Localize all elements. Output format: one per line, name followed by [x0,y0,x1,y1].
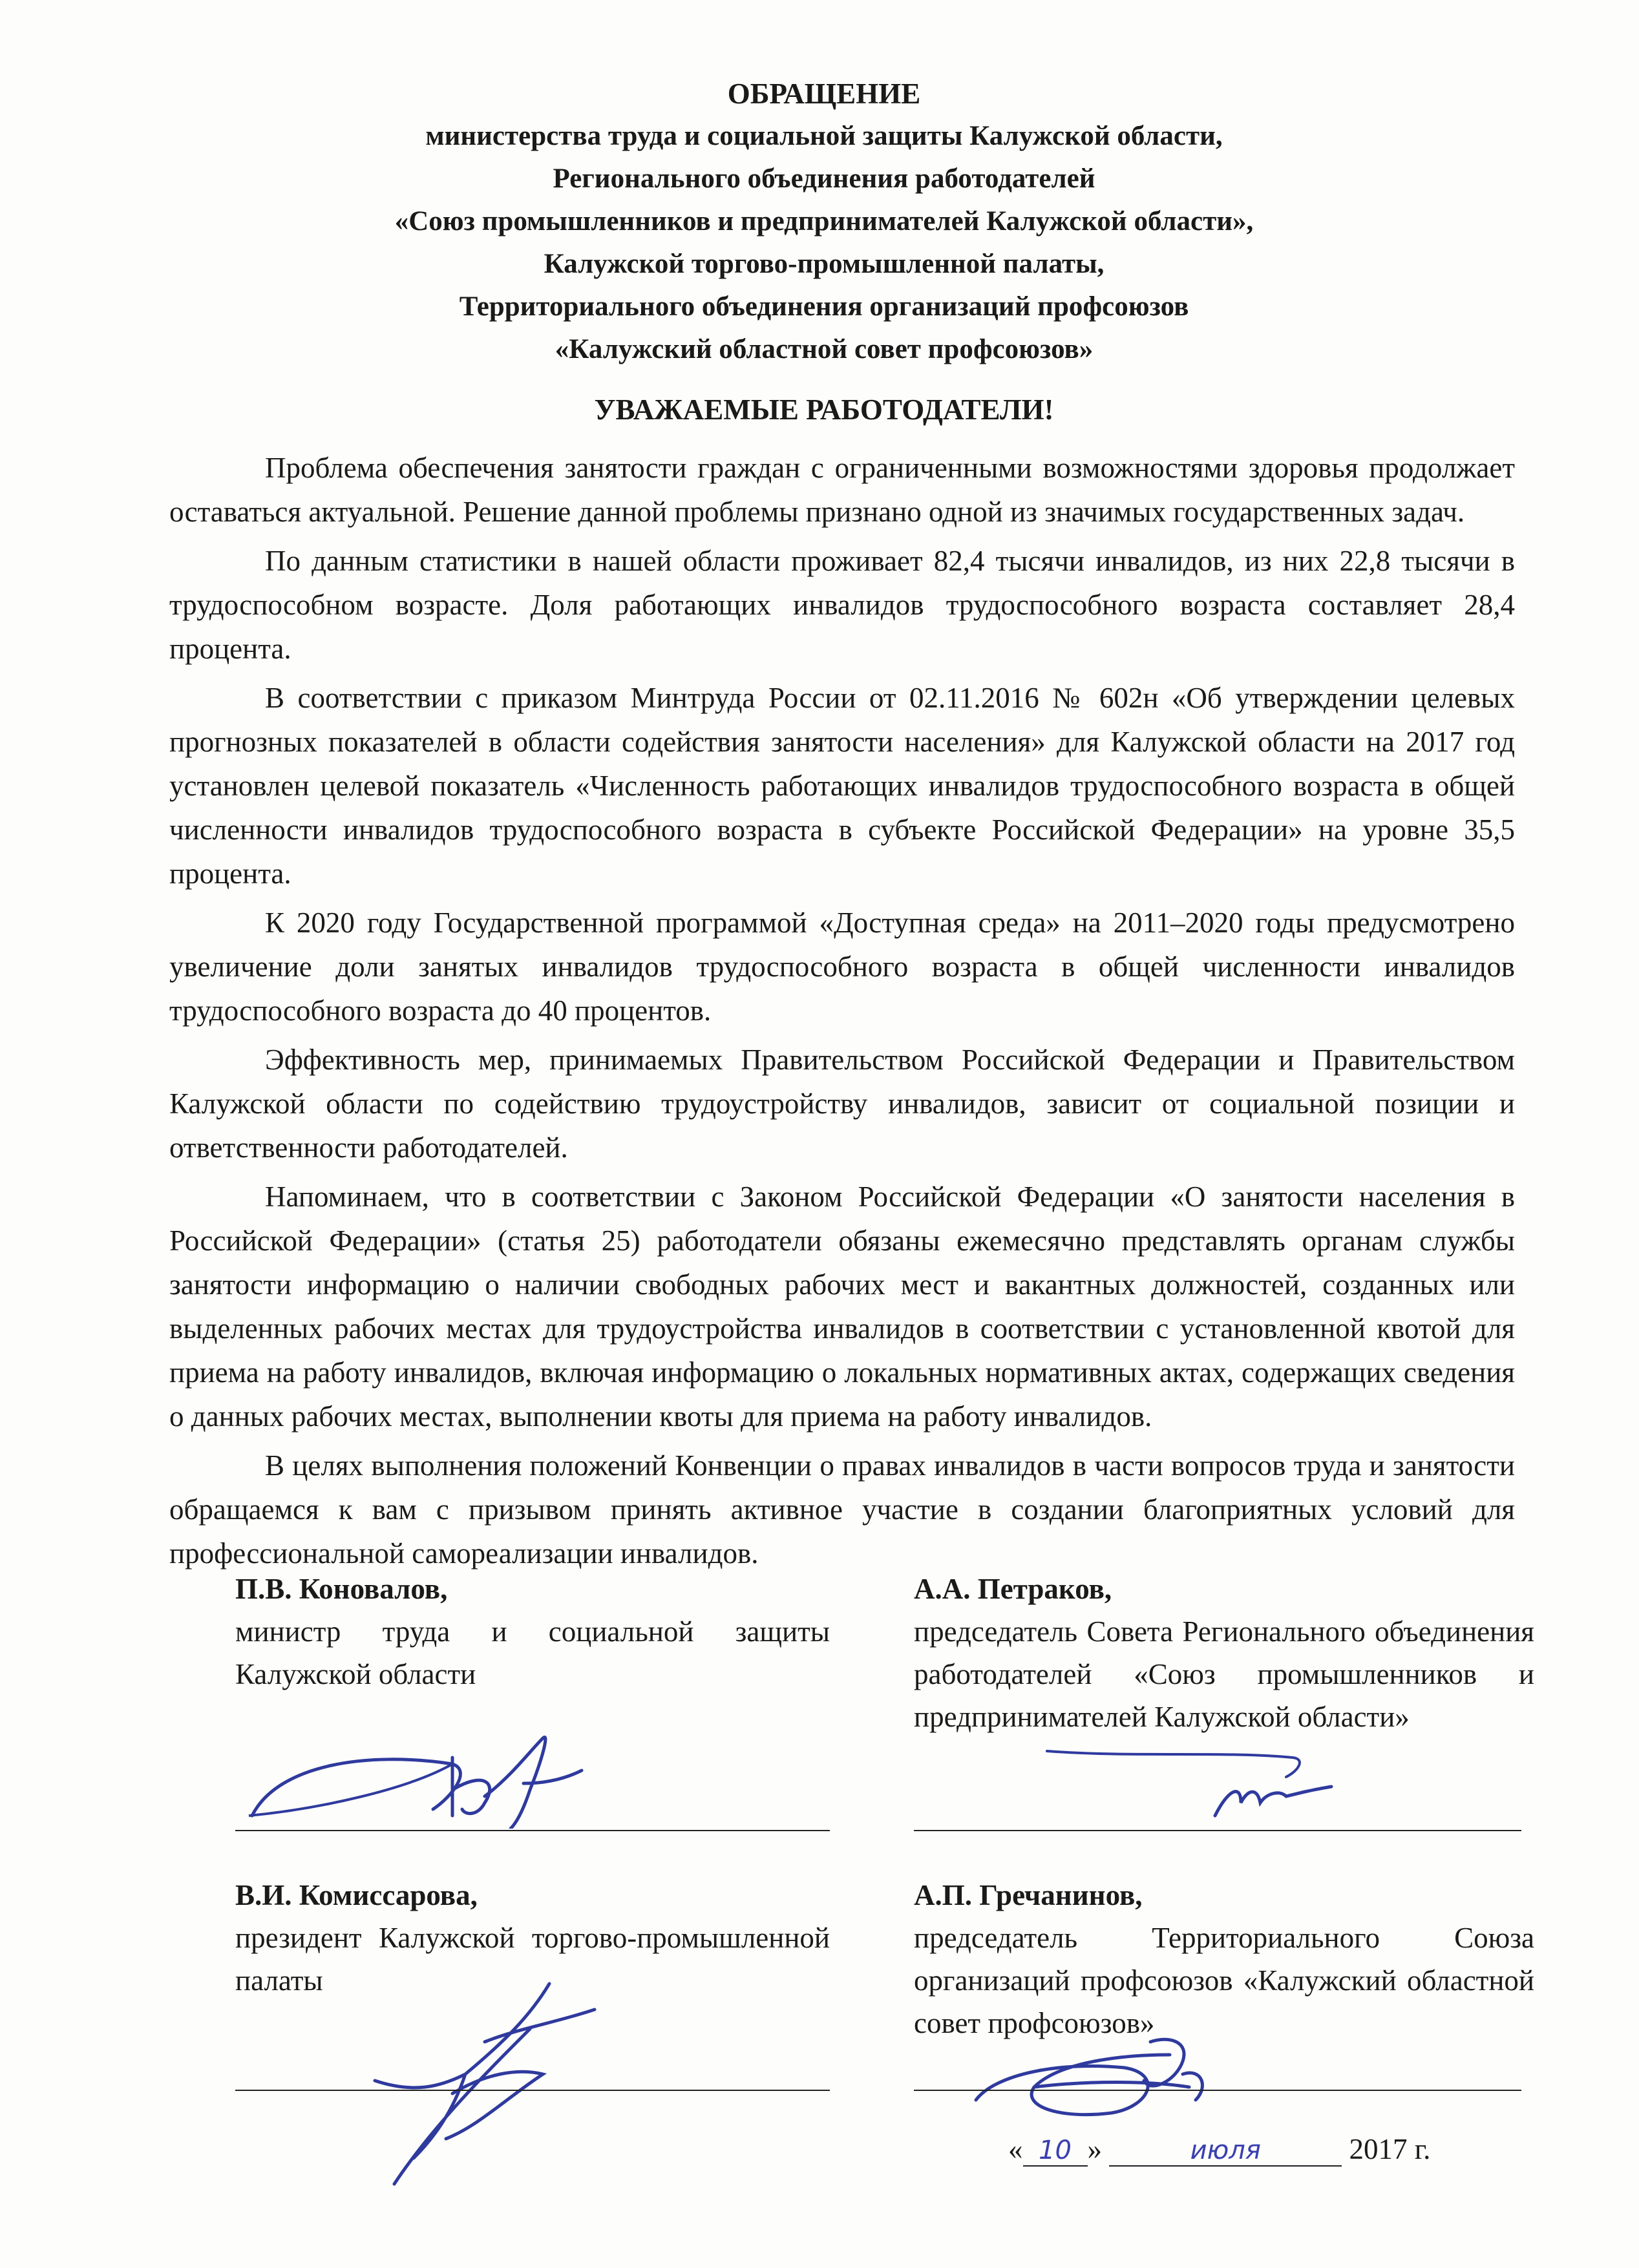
header-line: Регионального объединения работодателей [553,163,1095,194]
appeal-body [169,446,1515,1580]
signature-line [914,1830,1521,1831]
paragraph: Эффективность мер, принимаемых Правительством Российской Федерации и Правительством Калужской области по содействию трудоустройству инвалидов, зависит от социальной позиции и ответственности работодателей. [169,1044,1515,1164]
signatory-petrakov [914,1568,1534,1738]
document-header [194,72,1454,371]
document-date [1008,2132,1499,2167]
signature-line [235,1830,830,1831]
header-line: «Союз промышленников и предпринимателей Калужской области», [394,206,1254,236]
paragraph: В соответствии с приказом Минтруда России от 02.11.2016 № 602н «Об утверждении целевых прогнозных показателей в области содействия занятости населения» для Калужской области на 2017 год установлен целевой показатель «Численность работающих инвалидов трудоспособного возраста в общей численности инвалидов трудоспособного возраста в субъекте Российской Федерации» на уровне 35,5 процента. [169,682,1515,890]
signature-line [914,2090,1521,2091]
signatory-role: председатель Совета Регионального объединения работодателей «Союз промышленников и предпринимателей Калужской области» [914,1615,1534,1733]
signatory-konovalov [235,1568,830,1696]
date-day: 10 [1023,2136,1088,2167]
paragraph: В целях выполнения положений Конвенции о правах инвалидов в части вопросов труда и занятости обращаемся к вам с призывом принять активное участие в создании благоприятных условий для профессиональной самореализации инвалидов. [169,1449,1515,1570]
signatory-name: А.П. Гречанинов, [914,1879,1143,1911]
signature-line [235,2090,830,2091]
signature-komissarova [336,1945,646,2190]
signature-petrakov [1034,1732,1370,1835]
signatory-name: В.И. Комиссарова, [235,1879,478,1911]
signatory-name: А.А. Петраков, [914,1573,1112,1605]
signature-konovalov [239,1719,601,1829]
signatory-name: П.В. Коновалов, [235,1573,448,1605]
paragraph: Напоминаем, что в соответствии с Законом Российской Федерации «О занятости населения в Российской Федерации» (статья 25) работодатели обязаны ежемесячно представлять органам службы занятости информацию о наличии свободных рабочих мест и вакантных должностей, созданных или выделенных рабочих местах для трудоустройства инвалидов в соответствии с установленной квотой для приема на работу инвалидов, включая информацию о локальных нормативных актах, содержащих сведения о данных рабочих местах, выполнении квоты для приема на работу инвалидов. [169,1181,1515,1433]
signature-grechaninov [957,2016,1318,2126]
signatory-role: министр труда и социальной защиты Калужской области [235,1615,830,1690]
date-month: июля [1109,2136,1342,2167]
signatory-role: председатель Территориального Союза организаций профсоюзов «Калужский областной совет профсоюзов» [914,1922,1534,2039]
header-line: министерства труда и социальной защиты Калужской области, [425,121,1223,151]
date-year: 2017 г. [1349,2133,1431,2165]
date-close-quote: » [1087,2133,1102,2165]
header-line: Калужской торгово-промышленной палаты, [544,249,1105,279]
paragraph: По данным статистики в нашей области проживает 82,4 тысячи инвалидов, из них 22,8 тысячи в трудоспособном возрасте. Доля работающих инвалидов трудоспособного возраста составляет 28,4 процента. [169,545,1515,665]
paragraph: Проблема обеспечения занятости граждан с ограниченными возможностями здоровья продолжает оставаться актуальной. Решение данной проблемы признано одной из значимых государственных задач. [169,452,1515,528]
paragraph: К 2020 году Государственной программой «Доступная среда» на 2011–2020 годы предусмотрено увеличение доли занятых инвалидов трудоспособного возраста в общей численности инвалидов трудоспособного возраста до 40 процентов. [169,907,1515,1027]
signatory-role: президент Калужской торгово-промышленной палаты [235,1922,830,1997]
document-title: ОБРАЩЕНИЕ [727,78,921,110]
date-open-quote: « [1008,2133,1023,2165]
header-line: Территориального объединения организаций профсоюзов [459,291,1189,322]
header-line: «Калужский областной совет профсоюзов» [555,334,1094,364]
greeting-heading: УВАЖАЕМЫЕ РАБОТОДАТЕЛИ! [594,394,1054,426]
